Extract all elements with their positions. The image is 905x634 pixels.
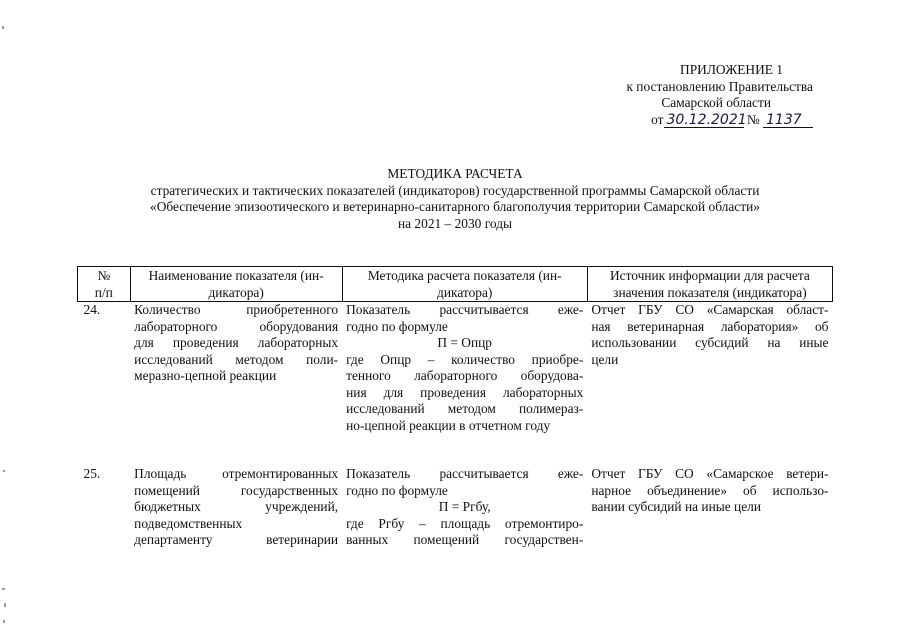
appendix-title: ПРИЛОЖЕНИЕ 1 — [680, 62, 783, 77]
scan-mark — [2, 588, 5, 590]
appendix-region-line: Самарской области — [661, 95, 771, 110]
document-subtitle-3: на 2021 – 2030 годы — [397, 215, 513, 231]
header-method: Методика расчета показателя (ин- дикатора) — [342, 267, 587, 302]
indicator-name-cell: Площадь отремонтированных помещений государственных бюджетных учреждений, подведомственных департаменту ветеринарии — [134, 466, 339, 547]
source-cell: Отчет ГБУ СО «Самарская област- ная ветеринарная лаборатория» об использовании субсидий на иные цели — [591, 302, 829, 367]
scan-mark — [4, 603, 6, 607]
header-indicator-name: Наименование показателя (ин- дикатора) — [130, 267, 342, 302]
row-number: 24. — [83, 302, 101, 317]
header-source: Источник информации для расчета значения показателя (индикатора) — [587, 267, 832, 302]
number-label: № — [746, 111, 760, 127]
formula: П = Опцр — [437, 335, 493, 350]
scan-mark — [3, 620, 5, 623]
table-row — [78, 302, 833, 435]
document-subtitle-1: стратегических и тактических показателей (индикаторов) государственной программы Самарской области — [150, 182, 760, 198]
indicators-table — [77, 266, 833, 549]
method-cell: Показатель рассчитывается еже- годно по формуле П = Ргбу, где Ргбу – площадь отремонтиро- ванных помещений государствен- — [346, 466, 584, 547]
method-cell: Показатель рассчитывается еже- годно по формуле П = Опцр где Опцр – количество приобре- тенного лабораторного оборудова- ния для проведения лабораторных исследований методом полимераз- но-цепной реакции в отчетном году — [346, 302, 584, 433]
row-spacer — [78, 434, 833, 466]
scan-mark — [3, 470, 5, 472]
table-row — [78, 466, 833, 549]
formula: П = Ргбу, — [438, 499, 491, 514]
source-cell: Отчет ГБУ СО «Самарское ветери- нарное объединение» об использо- вании субсидий на иные цели — [591, 466, 829, 514]
scan-mark — [2, 26, 4, 29]
indicator-name-cell: Количество приобретенного лабораторного оборудования для проведения лабораторных исследований методом поли- меразно-цепной реакции — [134, 302, 339, 383]
appendix-decree-line: к постановлению Правительства — [626, 78, 813, 94]
from-label: от — [651, 111, 664, 127]
header-number: № п/п — [78, 267, 131, 302]
handwritten-number: 1137 — [763, 113, 813, 128]
row-number: 25. — [83, 466, 101, 481]
document-title-block — [60, 166, 850, 232]
appendix-date-number-line — [651, 112, 813, 129]
handwritten-date: 30.12.2021 — [664, 113, 744, 128]
document-subtitle-2: «Обеспечение эпизоотического и ветеринарно-санитарного благополучия территории Самарской области» — [150, 199, 760, 214]
document-title: МЕТОДИКА РАСЧЕТА — [387, 166, 523, 181]
appendix-header — [553, 62, 813, 128]
table-header-row — [78, 267, 833, 302]
